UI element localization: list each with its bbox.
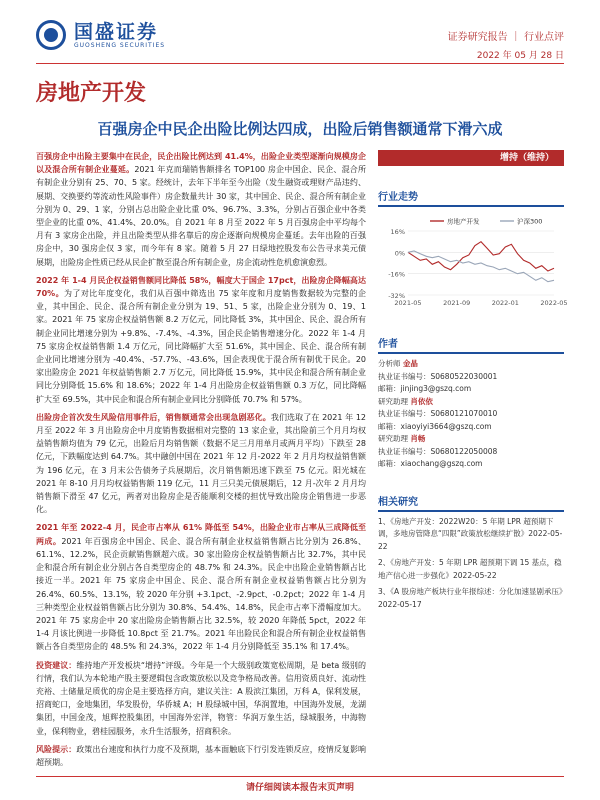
trend-chart-svg (378, 213, 568, 313)
related-item[interactable]: 2、《房地产开发：5 年期 LPR 超预期下调 15 基点，稳地产信心进一步强化》2022-05-22 (378, 558, 562, 580)
author-role: 研究助理 (378, 434, 408, 443)
paragraph-body: 2021 年克而瑞销售额排名 TOP100 房企中国企、民企、混合所有制企业分别有 25、70、5 家。经统计，去年下半年至今出险（发生融资或理财产品违约、展期、交换要约等流动性风险事件）房企数量共计 30 家，其中国企、民企、混合所有制企业分别为 0、29、1 家，分别占总出险企业比重 0%、96.7%、3.3%，分别占百强企业中各类型企业的比重 0%、41.4%、20.0%。自 2021 年 8 月至 2022 年 5 月百强房企中平均每个月有 3 家房企出险，并且出险类型从排名靠后的房企逐渐向规模房企蔓延。去年出险的百强房企中，30 强房企仅 3 家，而今年有 8 家。随着 5 月 27 日绿地控股发布公告寻求美元债展期，出险房企性质已经从民企扩散至混合所有制企业，房企流动性危机愈演愈烈。 (36, 165, 367, 267)
author-block (378, 358, 564, 396)
paragraph (36, 659, 366, 738)
y-tick-label: -16% (388, 270, 405, 279)
rating-badge: 增持（维持） (378, 150, 564, 166)
author-block (378, 396, 564, 434)
author-role: 分析师 (378, 359, 401, 368)
related-title: 相关研究 (378, 493, 564, 512)
sector-title: 房地产开发 (36, 80, 147, 106)
author-name: 肖畅 (410, 434, 426, 443)
x-tick-label: 2021-05 (394, 299, 422, 307)
x-tick-label: 2022-01 (491, 299, 519, 307)
author-block (378, 433, 564, 471)
logo-name: 国盛证券 (74, 20, 159, 43)
paragraph (36, 150, 366, 269)
trend-title: 行业走势 (378, 188, 564, 207)
legend-label: 沪深300 (517, 217, 543, 226)
logo-icon (36, 20, 66, 50)
paragraph (36, 411, 366, 517)
paragraph (36, 743, 366, 769)
paragraph-lead: 投资建议： (36, 660, 77, 670)
report-header (0, 0, 600, 64)
paragraph-lead: 风险提示： (36, 744, 77, 754)
logo-english: GUOSHENG SECURITIES (74, 41, 166, 49)
y-tick-label: -32% (388, 292, 405, 300)
author-name: 肖依依 (410, 396, 433, 406)
related-item[interactable]: 1、《房地产开发：2022W20：5 年期 LPR 超预期下调，多地房管降息“四限”政策放松继续扩散》2022-05-22 (378, 516, 563, 551)
report-headline: 百强房企中民企出险比例达四成，出险后销售额通常下滑六成 (97, 120, 503, 138)
header-divider (36, 63, 564, 64)
main-text (36, 150, 366, 774)
paragraph (36, 521, 366, 653)
series-line-sector (408, 242, 554, 271)
report-date: 2022 年 05 月 28 日 (476, 51, 564, 61)
related-item[interactable]: 3、《A 股房地产板块行业年报综述：分化加速显剧承压》2022-05-17 (378, 587, 563, 609)
author-cert: 执业证书编号：S0680121070010 (378, 409, 498, 418)
y-tick-label: 0% (394, 249, 405, 258)
report-type: 证券研究报告 ｜ 行业点评 (447, 32, 564, 43)
paragraph-body: 我们选取了在 2021 年 12 月至 2022 年 3 月出险房企中月度销售数据相对完整的 13 家企业，其出险前三个月月均权益销售额均值为 79 亿元，出险后月均销售额（数据不足三月用单月或两月平均）下跌至 28 亿元，下跌幅度达到 64.7%。其中融创中国在 2021 年 12 月-2022 年 2 月月均权益销售额为 196 亿元，在 3 月末公告债务子兵展期后，次月销售额迅速下跌至 75 亿元。阳光城在 2021 年 8-10 月月均权益销售额 119 亿元，11 月三只美元债展期后，12 月-次年 2 月月均销售额下滑至 47 亿元，两者对出险房企是否能顺利交楼的担忧导致出险房企销售进一步恶化。 (36, 412, 366, 515)
paragraph-lead: 出险房企首次发生风险信用事件后，销售额通常会出现急剧恶化。 (36, 412, 271, 422)
footer-note: 请仔细阅读本报告末页声明 (245, 783, 354, 793)
series-line-index (408, 251, 554, 282)
paragraph (36, 274, 366, 406)
authors-title: 作者 (378, 335, 564, 354)
paragraph-body: 维持地产开发板块“增持”评级。今年是一个大级别政策宽松周期，是 beta 级别的行情，我们认为本轮地产股主要逻辑包含政策放松以及竞争格局改善。信用资质良好、流动性充裕、土储量足质优的房企是主要选择方向，建议关注：A 股滨江集团，万科 A，保利发展，招商蛇口，金地集团，华发股份，华侨城 A；H 股绿城中国，华润置地，中国海外发展，龙湖集团，中国金茂，旭辉控股集团，中国海外宏洋，物管：华润万象生活，绿城服务，中海物业，保利物业，碧桂园服务，永升生活服务，招商积余。 (36, 660, 366, 736)
paragraph-body: 2021 年百强房企中国企、民企、混合所有制企业权益销售额占比分别为 26.8%、61.1%、12.2%，民企贡献销售额超六成。30 家出险房企权益销售额占比 32.7%，其中民企和混合所有制企业分别占各自类型房企的 48.7% 和 24.3%。民企中出险企业销售额占比接近一半。2021 年 75 家房企中国企、民企、混合所有制企业权益销售额占比分别为 26.4%、60.5%、13.1%，较 2020 年分别 +3.1pct、-2.9pct、-0.2pct；2022 年 1-4 月三种类型企业权益销售额占比分别为 30.8%、54.4%、14.8%，民企市占率下滑幅度加大。2021 年 75 家房企中 20 家出险房企销售额占比 32.5%，较 2020 年降低 5pct，2022 年 1-4 月该比例进一步降低 10.8pct 至 21.7%。2021 年出险民企和混合所有制企业权益销售额占各自类型房企的 48.5% 和 24.3%，2022 年 1-4 月分别降低至 35.1% 和 17.4%。 (36, 536, 367, 652)
paragraph-lead: 2021 年至 2022-4 月，民企市占率从 61% 降低至 54%，出险企业市占率从三成降低至两成。 (36, 523, 366, 546)
legend-label: 房地产开发 (447, 217, 480, 226)
paragraph-lead: 百强房企中出险主要集中在民企，民企出险比例达到 41.4%，出险企业类型逐渐向规模房企以及混合所有制企业蔓延。 (36, 152, 366, 175)
trend-chart (378, 213, 568, 313)
paragraph-lead: 2022 年 1-4 月民企权益销售额同比降低 58%，幅度大于国企 17pct，出险房企降幅高达 70%。 (36, 275, 366, 299)
paragraph-body: 政策出台速度和执行力度不及预期，基本面触底下行引发连锁反应，疫情反复影响超预期。 (36, 744, 366, 767)
author-cert: 执业证书编号：S0680122050008 (378, 446, 498, 456)
footer-divider (36, 776, 564, 777)
related-list (378, 516, 564, 612)
author-role: 研究助理 (378, 396, 408, 406)
company-logo (36, 20, 165, 50)
x-tick-label: 2021-09 (443, 299, 471, 307)
author-name: 金晶 (402, 359, 418, 368)
author-email[interactable]: 邮箱：xiaoyiyi3664@gszq.com (378, 421, 492, 431)
authors-list (378, 358, 564, 471)
paragraph-body: 为了对比年度变化，我们从百强中筛选出 75 家年度和月度销售数据较为完整的企业，其中国企、民企、混合所有制企业分别为 19、51、5 家，出险企业分别为 0、19、1 家。2021 年 75 家房企权益销售额 8.2 万亿元，同比降低 3%，其中国企、民企、混合所有制企业同比增速分别为 +9.8%、-7.4%、-4.3%，国企民企销售增速分化。2022 年 1-4 月 75 家房企权益销售额 1.4 万亿元，同比降幅扩大至 51.6%，其中国企、民企、混合所有制企业同比增速分别为 -40.4%、-57.7%、-43.6%，国企表现优于混合所有制优于民企。20 家出险房企 2021 年权益销售额 2.7 万亿元，同比降低 15.9%，其中民企和混合所有制企业同比分别降低 15.6% 和 18.6%；2022 年 1-4 月出险房企权益销售额 0.3 万亿，同比降幅扩大至 69.5%，其中民企和混合所有制企业同比分别降低 70.7% 和 57%。 (36, 289, 366, 404)
y-tick-label: 16% (390, 228, 405, 236)
sidebar (378, 150, 568, 615)
author-email[interactable]: 邮箱：jinjing3@gszq.com (378, 384, 472, 393)
author-email[interactable]: 邮箱：xiaochang@gszq.com (378, 459, 483, 468)
x-tick-label: 2022-05 (540, 299, 568, 307)
author-cert: 执业证书编号：S0680522030001 (378, 371, 498, 381)
